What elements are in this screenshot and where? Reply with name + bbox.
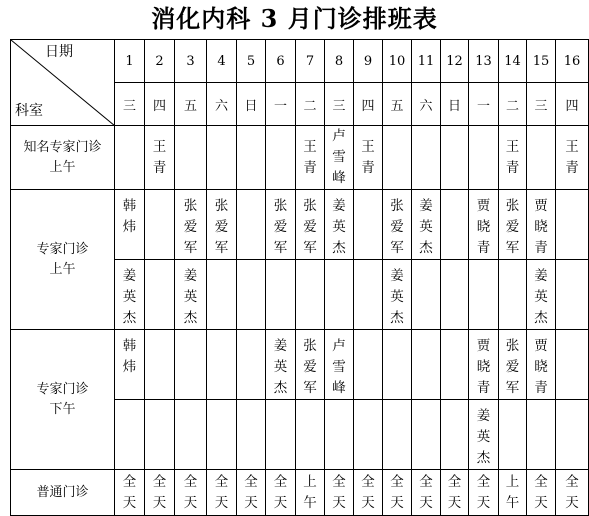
- expert-pm-row1-cell-9: [354, 330, 383, 400]
- famous-am-cell-14: [499, 126, 527, 190]
- famous-am-cell-7: [296, 126, 325, 190]
- date-header: 日期: [45, 44, 73, 60]
- expert-pm-row1-cell-1: [115, 330, 145, 400]
- expert-pm-row1-cell-text: 贾晓青: [534, 338, 548, 396]
- weekday-header-11: 六: [412, 83, 441, 126]
- expert-am-row2-cell-16: [556, 260, 589, 330]
- weekday-header-7: 二: [296, 83, 325, 126]
- expert-pm-row1-cell-6: [266, 330, 296, 400]
- expert-pm-row2-cell-5: [237, 400, 266, 470]
- expert-pm-row1-cell-text: 贾晓青: [476, 338, 491, 396]
- expert-am-row1-cell-5: [237, 190, 266, 260]
- expert-am-row2-cell-2: [145, 260, 175, 330]
- expert-am-row2-cell-4: [207, 260, 237, 330]
- expert-am-row1-cell-11: [412, 190, 441, 260]
- day-header-8: 8: [325, 40, 354, 83]
- expert-am-row1-cell-7: [296, 190, 325, 260]
- expert-am-row1-cell-13: [469, 190, 499, 260]
- famous-am-cell-6: [266, 126, 296, 190]
- weekday-header-6: 一: [266, 83, 296, 126]
- weekday-header-3: 五: [175, 83, 207, 126]
- expert-pm-row2-cell-14: [499, 400, 527, 470]
- expert-am-row1-cell-text: 张爱军: [214, 198, 229, 256]
- expert-am-row2-cell-text: 姜英杰: [183, 268, 198, 326]
- expert-am-row1-cell-text: 张爱军: [303, 198, 317, 256]
- weekday-header-5: 日: [237, 83, 266, 126]
- expert-am-row1-cell-text: 姜英杰: [332, 198, 346, 256]
- expert-am-row2-cell-text: 姜英杰: [534, 268, 548, 326]
- expert-pm-row2-cell-6: [266, 400, 296, 470]
- expert-pm-row2-cell-12: [441, 400, 469, 470]
- famous-am-cell-13: [469, 126, 499, 190]
- expert-am-row1-cell-text: 张爱军: [505, 198, 520, 256]
- weekday-header-16: 四: [556, 83, 589, 126]
- famous-am-cell-12: [441, 126, 469, 190]
- day-header-7: 7: [296, 40, 325, 83]
- expert-pm-row1-cell-10: [383, 330, 412, 400]
- expert-pm-row2-cell-3: [175, 400, 207, 470]
- expert-pm-label-sub: 下午: [49, 401, 76, 417]
- expert-pm-row2-cell-7: [296, 400, 325, 470]
- expert-am-row1-cell-14: [499, 190, 527, 260]
- expert-am-row1-cell-8: [325, 190, 354, 260]
- famous-am-cell-8: [325, 126, 354, 190]
- expert-am-row2-cell-5: [237, 260, 266, 330]
- expert-am-row2-cell-1: [115, 260, 145, 330]
- famous-am-cell-9: [354, 126, 383, 190]
- expert-pm-label: [11, 330, 115, 470]
- day-header-4: 4: [207, 40, 237, 83]
- expert-am-row1-cell-6: [266, 190, 296, 260]
- expert-pm-row2-cell-9: [354, 400, 383, 470]
- expert-pm-row2-cell-1: [115, 400, 145, 470]
- famous-am-cell-text: 王青: [565, 138, 579, 176]
- page-title: 消化内科 3 月门诊排班表: [151, 4, 438, 33]
- expert-am-row2-cell-text: 姜英杰: [390, 268, 404, 326]
- expert-pm-row1-cell-14: [499, 330, 527, 400]
- expert-pm-row1-cell-8: [325, 330, 354, 400]
- famous-am-cell-10: [383, 126, 412, 190]
- expert-pm-row1-cell-12: [441, 330, 469, 400]
- general-cell-text: 全天: [419, 473, 433, 511]
- expert-pm-row1-cell-text: 姜英杰: [273, 338, 288, 396]
- general-cell-text: 全天: [447, 473, 462, 511]
- famous-am-cell-text: 王青: [361, 138, 375, 176]
- day-header-5: 5: [237, 40, 266, 83]
- day-header-16: 16: [556, 40, 589, 83]
- expert-pm-row2-cell-11: [412, 400, 441, 470]
- famous-am-cell-11: [412, 126, 441, 190]
- expert-am-row2-cell-11: [412, 260, 441, 330]
- expert-am-row1-cell-text: 张爱军: [183, 198, 198, 256]
- expert-pm-row1-cell-5: [237, 330, 266, 400]
- expert-am-row1-cell-15: [527, 190, 556, 260]
- expert-am-row1-cell-text: 张爱军: [273, 198, 288, 256]
- weekday-header-4: 六: [207, 83, 237, 126]
- expert-am-label-text: 专家门诊: [36, 241, 89, 257]
- famous-am-cell-text: 卢雪峰: [332, 128, 346, 186]
- expert-pm-row1-cell-3: [175, 330, 207, 400]
- expert-pm-row2-cell-10: [383, 400, 412, 470]
- famous-label-text: 知名专家门诊: [23, 139, 102, 155]
- expert-pm-row1-cell-text: 张爱军: [303, 338, 317, 396]
- expert-pm-row2-cell-4: [207, 400, 237, 470]
- general-cell-text: 全天: [273, 473, 288, 511]
- expert-am-row1-cell-text: 贾晓青: [534, 198, 548, 256]
- weekday-header-15: 三: [527, 83, 556, 126]
- expert-pm-row2-cell-13: [469, 400, 499, 470]
- expert-am-label: [11, 190, 115, 330]
- day-header-14: 14: [499, 40, 527, 83]
- famous-expert-am-label: [11, 126, 115, 190]
- general-cell-text: 全天: [534, 473, 548, 511]
- expert-am-row2-cell-10: [383, 260, 412, 330]
- general-cell-text: 全天: [183, 473, 198, 511]
- day-header-6: 6: [266, 40, 296, 83]
- expert-am-row1-cell-1: [115, 190, 145, 260]
- weekday-header-2: 四: [145, 83, 175, 126]
- expert-pm-row1-cell-7: [296, 330, 325, 400]
- expert-am-row1-cell-text: 贾晓青: [476, 198, 491, 256]
- expert-am-row1-cell-text: 韩炜: [122, 198, 137, 235]
- general-cell-text: 全天: [361, 473, 375, 511]
- expert-am-row2-cell-3: [175, 260, 207, 330]
- expert-am-row1-cell-10: [383, 190, 412, 260]
- general-cell-text: 全天: [214, 473, 229, 511]
- day-header-9: 9: [354, 40, 383, 83]
- famous-am-cell-2: [145, 126, 175, 190]
- famous-label-sub: 上午: [49, 159, 76, 175]
- general-cell-text: 全天: [565, 473, 579, 511]
- general-cell-text: 全天: [122, 473, 137, 511]
- famous-am-cell-text: 王青: [505, 138, 520, 176]
- expert-pm-row1-cell-text: 韩炜: [122, 338, 137, 375]
- expert-am-row2-cell-12: [441, 260, 469, 330]
- expert-am-row2-cell-9: [354, 260, 383, 330]
- famous-am-cell-3: [175, 126, 207, 190]
- famous-am-cell-1: [115, 126, 145, 190]
- expert-am-row2-cell-7: [296, 260, 325, 330]
- day-header-13: 13: [469, 40, 499, 83]
- expert-pm-row1-cell-4: [207, 330, 237, 400]
- weekday-header-14: 二: [499, 83, 527, 126]
- expert-pm-row2-cell-16: [556, 400, 589, 470]
- day-header-1: 1: [115, 40, 145, 83]
- famous-am-cell-text: 王青: [152, 138, 167, 176]
- general-cell-text: 全天: [476, 473, 491, 511]
- expert-am-label-sub: 上午: [49, 261, 76, 277]
- expert-am-row1-cell-3: [175, 190, 207, 260]
- day-header-15: 15: [527, 40, 556, 83]
- expert-am-row2-cell-8: [325, 260, 354, 330]
- expert-am-row1-cell-text: 张爱军: [390, 198, 404, 256]
- general-cell-text: 上午: [303, 473, 317, 511]
- expert-pm-row1-cell-15: [527, 330, 556, 400]
- expert-pm-row1-cell-2: [145, 330, 175, 400]
- expert-pm-row2-cell-text: 姜英杰: [476, 408, 491, 466]
- expert-am-row1-cell-9: [354, 190, 383, 260]
- expert-pm-row2-cell-8: [325, 400, 354, 470]
- weekday-header-8: 三: [325, 83, 354, 126]
- general-cell-text: 上午: [505, 473, 520, 511]
- general-cell-text: 全天: [152, 473, 167, 511]
- header-corner: [11, 40, 115, 126]
- day-header-10: 10: [383, 40, 412, 83]
- expert-am-row1-cell-4: [207, 190, 237, 260]
- general-clinic-label: 普通门诊: [11, 470, 115, 516]
- famous-am-cell-5: [237, 126, 266, 190]
- expert-pm-row1-cell-text: 卢雪峰: [332, 338, 346, 396]
- weekday-header-1: 三: [115, 83, 145, 126]
- expert-am-row2-cell-15: [527, 260, 556, 330]
- expert-am-row1-cell-2: [145, 190, 175, 260]
- general-cell-text: 全天: [332, 473, 346, 511]
- weekday-header-12: 日: [441, 83, 469, 126]
- expert-pm-row2-cell-15: [527, 400, 556, 470]
- expert-am-row1-cell-12: [441, 190, 469, 260]
- expert-pm-row1-cell-13: [469, 330, 499, 400]
- weekday-header-9: 四: [354, 83, 383, 126]
- expert-am-row1-cell-16: [556, 190, 589, 260]
- day-header-11: 11: [412, 40, 441, 83]
- general-cell-text: 全天: [244, 473, 258, 511]
- famous-am-cell-4: [207, 126, 237, 190]
- day-header-12: 12: [441, 40, 469, 83]
- expert-am-row2-cell-13: [469, 260, 499, 330]
- expert-am-row2-cell-14: [499, 260, 527, 330]
- weekday-header-10: 五: [383, 83, 412, 126]
- expert-pm-row1-cell-11: [412, 330, 441, 400]
- expert-pm-row1-cell-text: 张爱军: [505, 338, 520, 396]
- day-header-2: 2: [145, 40, 175, 83]
- famous-am-cell-15: [527, 126, 556, 190]
- famous-am-cell-text: 王青: [303, 138, 317, 176]
- expert-pm-label-text: 专家门诊: [36, 381, 89, 397]
- day-header-3: 3: [175, 40, 207, 83]
- famous-am-cell-16: [556, 126, 589, 190]
- expert-pm-row1-cell-16: [556, 330, 589, 400]
- expert-am-row2-cell-text: 姜英杰: [122, 268, 137, 326]
- general-cell-text: 全天: [390, 473, 404, 511]
- expert-am-row2-cell-6: [266, 260, 296, 330]
- dept-header: 科室: [15, 103, 43, 119]
- expert-pm-row2-cell-2: [145, 400, 175, 470]
- weekday-header-13: 一: [469, 83, 499, 126]
- schedule-table: [10, 39, 589, 516]
- expert-am-row1-cell-text: 姜英杰: [419, 198, 433, 256]
